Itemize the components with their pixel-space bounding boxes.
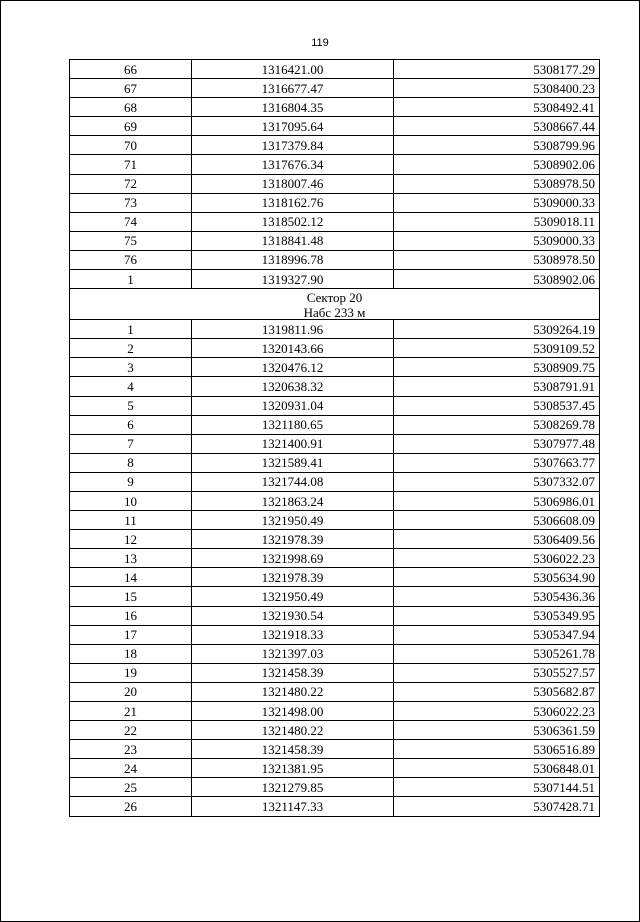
y-coordinate-cell: 5307977.48 — [394, 434, 600, 453]
x-coordinate-cell: 1318502.12 — [192, 212, 394, 231]
point-number-cell: 3 — [70, 358, 192, 377]
table-row — [70, 98, 600, 117]
x-coordinate-cell: 1321381.95 — [192, 759, 394, 778]
x-coordinate-cell: 1319327.90 — [192, 270, 394, 289]
x-coordinate-cell: 1321978.39 — [192, 568, 394, 587]
point-number-cell: 20 — [70, 682, 192, 701]
table-row — [70, 193, 600, 212]
x-coordinate-cell: 1321744.08 — [192, 472, 394, 491]
x-coordinate-cell: 1321180.65 — [192, 415, 394, 434]
x-coordinate-cell: 1316804.35 — [192, 98, 394, 117]
point-number-cell: 11 — [70, 511, 192, 530]
y-coordinate-cell: 5306022.23 — [394, 549, 600, 568]
table-row — [70, 377, 600, 396]
table-row — [70, 117, 600, 136]
y-coordinate-cell: 5305527.57 — [394, 663, 600, 682]
table-row — [70, 79, 600, 98]
point-number-cell: 25 — [70, 778, 192, 797]
table-row — [70, 530, 600, 549]
y-coordinate-cell: 5306608.09 — [394, 511, 600, 530]
y-coordinate-cell: 5308902.06 — [394, 270, 600, 289]
point-number-cell: 7 — [70, 434, 192, 453]
point-number-cell: 76 — [70, 250, 192, 269]
table-row — [70, 155, 600, 174]
y-coordinate-cell: 5308537.45 — [394, 396, 600, 415]
y-coordinate-cell: 5308909.75 — [394, 358, 600, 377]
table-row — [70, 136, 600, 155]
y-coordinate-cell: 5306986.01 — [394, 491, 600, 510]
table-row — [70, 250, 600, 269]
x-coordinate-cell: 1321930.54 — [192, 606, 394, 625]
table-row — [70, 549, 600, 568]
y-coordinate-cell: 5309264.19 — [394, 320, 600, 339]
x-coordinate-cell: 1320476.12 — [192, 358, 394, 377]
y-coordinate-cell: 5308791.91 — [394, 377, 600, 396]
point-number-cell: 70 — [70, 136, 192, 155]
section-header-row — [70, 289, 600, 320]
section-header-group — [70, 289, 600, 320]
y-coordinate-cell: 5308667.44 — [394, 117, 600, 136]
point-number-cell: 75 — [70, 231, 192, 250]
y-coordinate-cell: 5306516.89 — [394, 740, 600, 759]
y-coordinate-cell: 5306022.23 — [394, 702, 600, 721]
x-coordinate-cell: 1321918.33 — [192, 625, 394, 644]
point-number-cell: 71 — [70, 155, 192, 174]
x-coordinate-cell: 1318996.78 — [192, 250, 394, 269]
table-row — [70, 644, 600, 663]
y-coordinate-cell: 5305349.95 — [394, 606, 600, 625]
section-title: Сектор 20 — [306, 290, 363, 306]
point-number-cell: 18 — [70, 644, 192, 663]
x-coordinate-cell: 1320931.04 — [192, 396, 394, 415]
y-coordinate-cell: 5305682.87 — [394, 682, 600, 701]
x-coordinate-cell: 1321458.39 — [192, 663, 394, 682]
point-number-cell: 1 — [70, 320, 192, 339]
y-coordinate-cell: 5309018.11 — [394, 212, 600, 231]
point-number-cell: 10 — [70, 491, 192, 510]
x-coordinate-cell: 1318841.48 — [192, 231, 394, 250]
point-number-cell: 8 — [70, 453, 192, 472]
point-number-cell: 22 — [70, 721, 192, 740]
y-coordinate-cell: 5308177.29 — [394, 60, 600, 79]
point-number-cell: 23 — [70, 740, 192, 759]
y-coordinate-cell: 5309000.33 — [394, 231, 600, 250]
x-coordinate-cell: 1321589.41 — [192, 453, 394, 472]
table-row — [70, 511, 600, 530]
x-coordinate-cell: 1321400.91 — [192, 434, 394, 453]
x-coordinate-cell: 1320143.66 — [192, 339, 394, 358]
y-coordinate-cell: 5307663.77 — [394, 453, 600, 472]
x-coordinate-cell: 1316677.47 — [192, 79, 394, 98]
x-coordinate-cell: 1321279.85 — [192, 778, 394, 797]
table-row — [70, 797, 600, 816]
x-coordinate-cell: 1318007.46 — [192, 174, 394, 193]
point-number-cell: 67 — [70, 79, 192, 98]
x-coordinate-cell: 1317379.84 — [192, 136, 394, 155]
x-coordinate-cell: 1317095.64 — [192, 117, 394, 136]
y-coordinate-cell: 5307428.71 — [394, 797, 600, 816]
point-number-cell: 66 — [70, 60, 192, 79]
table-row — [70, 174, 600, 193]
y-coordinate-cell: 5307144.51 — [394, 778, 600, 797]
y-coordinate-cell: 5305634.90 — [394, 568, 600, 587]
x-coordinate-cell: 1319811.96 — [192, 320, 394, 339]
y-coordinate-cell: 5305436.36 — [394, 587, 600, 606]
x-coordinate-cell: 1321863.24 — [192, 491, 394, 510]
table-row — [70, 212, 600, 231]
y-coordinate-cell: 5308978.50 — [394, 174, 600, 193]
y-coordinate-cell: 5307332.07 — [394, 472, 600, 491]
table-row — [70, 434, 600, 453]
point-number-cell: 6 — [70, 415, 192, 434]
x-coordinate-cell: 1321397.03 — [192, 644, 394, 663]
y-coordinate-cell: 5305261.78 — [394, 644, 600, 663]
y-coordinate-cell: 5309109.52 — [394, 339, 600, 358]
x-coordinate-cell: 1321480.22 — [192, 721, 394, 740]
point-number-cell: 12 — [70, 530, 192, 549]
x-coordinate-cell: 1321978.39 — [192, 530, 394, 549]
y-coordinate-cell: 5306409.56 — [394, 530, 600, 549]
table-row — [70, 759, 600, 778]
table-row — [70, 587, 600, 606]
table-row — [70, 491, 600, 510]
table-row — [70, 740, 600, 759]
section-subtitle: Набс 233 м — [303, 305, 366, 320]
x-coordinate-cell: 1321147.33 — [192, 797, 394, 816]
x-coordinate-cell: 1321480.22 — [192, 682, 394, 701]
table-row — [70, 663, 600, 682]
point-number-cell: 4 — [70, 377, 192, 396]
point-number-cell: 9 — [70, 472, 192, 491]
table-body-top — [70, 60, 600, 289]
table-row — [70, 358, 600, 377]
point-number-cell: 19 — [70, 663, 192, 682]
x-coordinate-cell: 1320638.32 — [192, 377, 394, 396]
table-row — [70, 339, 600, 358]
point-number-cell: 69 — [70, 117, 192, 136]
point-number-cell: 14 — [70, 568, 192, 587]
table-row — [70, 682, 600, 701]
table-row — [70, 415, 600, 434]
x-coordinate-cell: 1321458.39 — [192, 740, 394, 759]
table-row — [70, 60, 600, 79]
x-coordinate-cell: 1321498.00 — [192, 702, 394, 721]
page-number: 119 — [311, 37, 329, 49]
x-coordinate-cell: 1321998.69 — [192, 549, 394, 568]
point-number-cell: 72 — [70, 174, 192, 193]
y-coordinate-cell: 5308978.50 — [394, 250, 600, 269]
point-number-cell: 1 — [70, 270, 192, 289]
x-coordinate-cell: 1321950.49 — [192, 587, 394, 606]
point-number-cell: 26 — [70, 797, 192, 816]
point-number-cell: 15 — [70, 587, 192, 606]
point-number-cell: 5 — [70, 396, 192, 415]
y-coordinate-cell: 5308492.41 — [394, 98, 600, 117]
table-row — [70, 721, 600, 740]
table-row — [70, 231, 600, 250]
point-number-cell: 17 — [70, 625, 192, 644]
table-row — [70, 778, 600, 797]
section-header — [70, 289, 600, 320]
x-coordinate-cell: 1317676.34 — [192, 155, 394, 174]
x-coordinate-cell: 1316421.00 — [192, 60, 394, 79]
y-coordinate-cell: 5306361.59 — [394, 721, 600, 740]
y-coordinate-cell: 5306848.01 — [394, 759, 600, 778]
coordinates-table — [69, 59, 600, 817]
point-number-cell: 13 — [70, 549, 192, 568]
y-coordinate-cell: 5308400.23 — [394, 79, 600, 98]
point-number-cell: 21 — [70, 702, 192, 721]
table-row — [70, 606, 600, 625]
table-row — [70, 453, 600, 472]
point-number-cell: 24 — [70, 759, 192, 778]
table-row — [70, 625, 600, 644]
table-row — [70, 568, 600, 587]
y-coordinate-cell: 5309000.33 — [394, 193, 600, 212]
table-row — [70, 702, 600, 721]
table-row — [70, 396, 600, 415]
table-body-bottom — [70, 320, 600, 816]
x-coordinate-cell: 1321950.49 — [192, 511, 394, 530]
y-coordinate-cell: 5308799.96 — [394, 136, 600, 155]
y-coordinate-cell: 5305347.94 — [394, 625, 600, 644]
table-row — [70, 320, 600, 339]
y-coordinate-cell: 5308269.78 — [394, 415, 600, 434]
x-coordinate-cell: 1318162.76 — [192, 193, 394, 212]
table-row — [70, 270, 600, 289]
table-row — [70, 472, 600, 491]
point-number-cell: 74 — [70, 212, 192, 231]
point-number-cell: 16 — [70, 606, 192, 625]
point-number-cell: 2 — [70, 339, 192, 358]
y-coordinate-cell: 5308902.06 — [394, 155, 600, 174]
point-number-cell: 73 — [70, 193, 192, 212]
point-number-cell: 68 — [70, 98, 192, 117]
